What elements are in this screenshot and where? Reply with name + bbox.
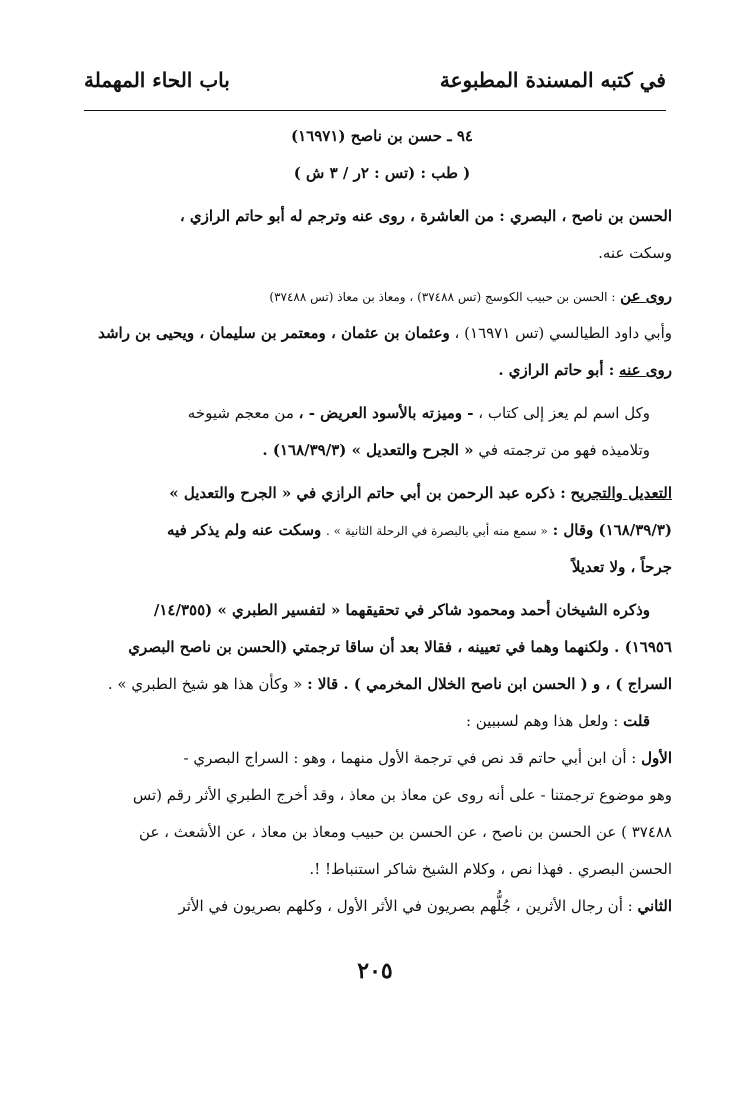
first-reason-text-2: وهو موضوع ترجمتنا - على أنه روى عن معاذ بن معاذ ، وقد أخرج الطبري الأثر رقم (تس (132, 786, 672, 804)
tadil-line-2 (92, 512, 672, 549)
shakir-text-2: ١٦٩٥٦) . ولكنهما وهما في تعيينه ، فقالا بعد أن ساقا ترجمتي (الحسن بن ناصح البصري (128, 638, 672, 656)
shakir-line-3 (92, 666, 672, 703)
page-body (92, 118, 672, 925)
intro-line-2 (92, 235, 672, 272)
qultu-label: قلت (623, 712, 650, 730)
tadil-line-3 (92, 549, 672, 586)
second-reason-text: : أن رجال الأثرين ، جُلُّهم بصريون في الأثر الأول ، وكلهم بصريون في الأثر (178, 897, 633, 915)
page-number: ٢٠٥ (357, 958, 393, 984)
riwaya-from-label: روى عن (620, 287, 672, 305)
qultu-text: : ولعل هذا وهم لسببين : (465, 712, 619, 730)
riwaya-from-text-2b: وعثمان بن عثمان ، ومعتمر بن سليمان ، ويحيى بن راشد (98, 324, 450, 342)
second-reason-label: الثاني (637, 897, 672, 915)
first-reason-label: الأول (641, 749, 672, 767)
intro-line-1 (92, 198, 672, 235)
riwaya-by-text: : أبو حاتم الرازي . (498, 361, 615, 379)
tadil-label: التعديل والتجريح (570, 484, 672, 502)
tadil-text-3: جرحاً ، ولا تعديلاً (571, 558, 672, 576)
note-line-1 (92, 395, 672, 432)
note-text-1c: من معجم شيوخه (187, 404, 294, 422)
note-text-1a: وكل اسم لم يعز إلى كتاب ، (478, 404, 650, 422)
first-reason-line-1 (92, 740, 672, 777)
tadil-text-2a: (١٦٨/٣٩/٣) وقال : (552, 521, 672, 539)
intro-text-2: وسكت عنه. (598, 244, 672, 262)
first-reason-line-3 (92, 814, 672, 851)
shakir-line-2 (92, 629, 672, 666)
first-reason-text-1: : أن ابن أبي حاتم قد نص في ترجمة الأول منهما ، وهو : السراج البصري - (183, 749, 637, 767)
riwaya-from-line-1 (92, 278, 672, 315)
first-reason-line-2 (92, 777, 672, 814)
tadil-text-1: : ذكره عبد الرحمن بن أبي حاتم الرازي في « الجرح والتعديل » (169, 484, 566, 502)
note-text-1b: - وميزته بالأسود العريض - ، (298, 404, 474, 422)
first-reason-text-4: الحسن البصري . فهذا نص ، وكلام الشيخ شاكر استنباط! !. (309, 860, 672, 878)
note-line-2 (92, 432, 672, 469)
first-reason-text-3: ٣٧٤٨٨ ) عن الحسن بن ناصح ، عن الحسن بن حبيب ومعاذ بن معاذ ، عن الأشعث ، عن (139, 823, 672, 841)
entry-title: ٩٤ ـ حسن بن ناصح (١٦٩٧١) (291, 127, 473, 145)
header-chapter-title: باب الحاء المهملة (84, 68, 230, 92)
running-header (84, 68, 666, 108)
riwaya-from-line-2 (92, 315, 672, 352)
intro-text-1: الحسن بن ناصح ، البصري : من العاشرة ، روى عنه وترجم له أبو حاتم الرازي ، (179, 207, 672, 225)
entry-codes: ( طب : (تس : ٢ر / ٣ ش ) (293, 164, 471, 182)
second-reason-line-1 (92, 888, 672, 925)
first-reason-line-4 (92, 851, 672, 888)
shakir-line-1 (92, 592, 672, 629)
riwaya-by-label: روى عنه (619, 361, 672, 379)
riwaya-from-text-1: : الحسن بن حبيب الكوسج (تس ٣٧٤٨٨) ، ومعاذ بن معاذ (تس ٣٧٤٨٨) (269, 290, 616, 304)
header-book-title: في كتبه المسندة المطبوعة (439, 68, 666, 92)
shakir-text-3a: السراج ) ، و ( الحسن ابن ناصح الخلال المخرمي ) . قالا : (307, 675, 672, 693)
tadil-text-2c: وسكت عنه ولم يذكر فيه (167, 521, 322, 539)
tadil-line-1 (92, 475, 672, 512)
note-text-2b: « الجرح والتعديل » (١٦٨/٣٩/٣) . (262, 441, 474, 459)
tadil-text-2b: « سمع منه أبي بالبصرة في الرحلة الثانية » . (326, 524, 548, 538)
riwaya-from-text-2a: وأبي داود الطيالسي (تس ١٦٩٧١) ، (454, 324, 672, 342)
riwaya-by-line (92, 352, 672, 389)
shakir-text-1: وذكره الشيخان أحمد ومحمود شاكر في تحقيقهما « لتفسير الطبري » (١٤/٣٥٥/ (153, 601, 650, 619)
note-text-2a: وتلاميذه فهو من ترجمته في (478, 441, 650, 459)
shakir-text-3b: « وكأن هذا هو شيخ الطبري » . (107, 675, 303, 693)
qultu-line (92, 703, 672, 740)
header-rule (84, 110, 666, 111)
